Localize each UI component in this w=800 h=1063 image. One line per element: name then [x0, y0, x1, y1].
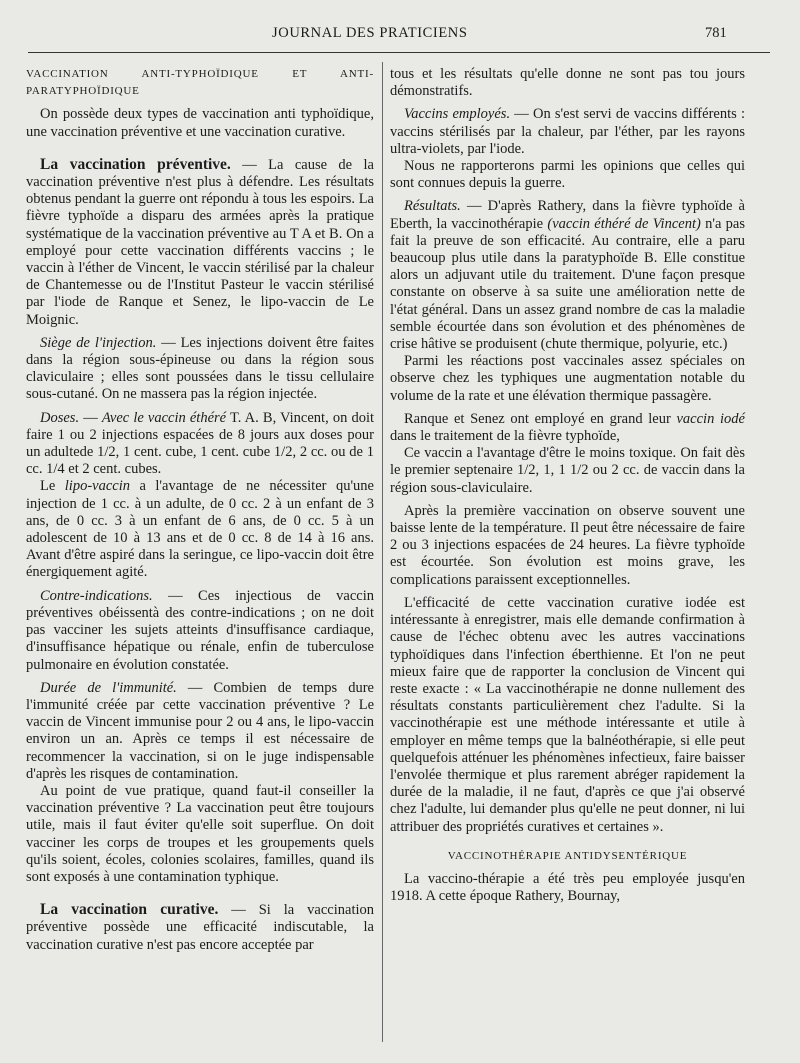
contra-text: — Ces injectious de vaccin préventives obéissentà des contre-indications ; on ne doit pas vacciner les sujets atteints d'insuffisance cardiaque, d'insuffisance hépatique ou rénale, enfin de tuberculose pulmonaire en évolution constatée.: [26, 587, 374, 673]
doses-paragraph: [26, 410, 374, 479]
ranque-text-1: Ranque et Senez ont employé en grand leur: [404, 410, 677, 427]
doses-text: T. A. B, Vincent, on doit faire 1 ou 2 injections espacées de 8 jours aux doses pour un adultede 1/2, 1 cent. cube, 1 cent. cube 1/2, 2 cc. ou de 1 cc. 1/4 et 2 cent. cubes.: [26, 409, 375, 478]
doses-dash: —: [79, 409, 102, 426]
vaccines-used-paragraph: [390, 106, 745, 158]
practical-paragraph: Au point de vue pratique, quand faut-il conseiller la vaccination préventive ? La vaccination peut être toujours utile, mais il faut éviter qu'elle soit superflue. On doit vacciner les corps de troupes et les groupements quels qu'ils soient, écoles, colonies scolaires, familles, quand ils sont exposés à une contamination typhique.: [26, 782, 374, 885]
injection-site-text: — Les injections doivent être faites dans la région sous-épineuse ou dans la région sous claviculaire ; elles sont poussées dans le tissu cellulaire sous-cutané. On ne massera pas la région injectée.: [26, 334, 375, 403]
lipo-term: lipo-vaccin: [64, 478, 130, 495]
contra-paragraph: [26, 588, 374, 674]
page-number: 781: [705, 25, 727, 41]
preventive-text: — La cause de la vaccination préventive n'est plus à défendre. Les résultats obtenus pendant la guerre ont répondu à tous les espoirs. La fièvre typhoïde a disparu des armées après la pratique systématique de la vaccination préventive au T A et B. On a employé pour cette vaccination différents vaccins ; le vaccin à l'éther de Vincent, le vaccin stérilisé par la chaleur de Chantemesse ou de l'Institut Pasteur le vaccin stérilisé par l'iode de Ranque et Senez, le lipo-vaccin de Le Moignic.: [26, 156, 374, 328]
results-italic: (vaccin éthéré de Vincent): [547, 215, 701, 232]
immunity-paragraph: [26, 680, 374, 783]
opinions-paragraph: Nous ne rapporterons parmi les opinions que celles qui sont connues depuis la guerre.: [390, 158, 745, 192]
section-title-dysentery: VACCINOTHÉRAPIE ANTIDYSENTÉRIQUE: [447, 849, 688, 862]
intro-paragraph: On possède deux types de vaccination anti typhoïdique, une vaccination préventive et une vaccination curative.: [26, 106, 374, 140]
results-text-1: — D'après Rathery, dans la fièvre typhoïde à Eberth, la vaccinothérapie: [390, 198, 745, 232]
ranque-detail-paragraph: Ce vaccin a l'avantage d'être le moins toxique. On fait dès le premier septenaire 1/2, 1, 1 1/2 ou 2 cc. de vaccin dans la région sous-claviculaire.: [390, 445, 745, 496]
lipo-paragraph: [26, 478, 374, 581]
results-heading: Résultats.: [404, 198, 461, 215]
immunity-text: — Combien de temps dure l'immunité créée par cette vaccination préventive ? Le vaccin de Vincent immunise pour 2 ou 4 ans, le lipo-vaccin environ un an. Après ce temps il est nécessaire de recommencer la vaccination, si on le juge indispensable d'après les risques de contamination.: [26, 679, 374, 782]
continuation-paragraph: tous et les résultats qu'elle donne ne sont pas tou jours démonstratifs.: [390, 66, 745, 100]
section-title-typhoid: VACCINATION ANTI-TYPHOÏDIQUE ET ANTI-PARATYPHOÏDIQUE: [26, 68, 374, 98]
results-paragraph: [390, 198, 745, 353]
vaccines-used-text: — On s'est servi de vaccins différents : vaccins stérilisés par la chaleur, par l'éther, par les rayons ultra-violets, par l'iode.: [390, 106, 745, 157]
reactions-paragraph: Parmi les réactions post vaccinales assez spéciales on observe chez les typhiques une augmentation notable du volume de la rate et une élévation thermique passagère.: [390, 353, 745, 404]
curative-paragraph: [26, 901, 374, 954]
curative-text: — Si la vaccination préventive possède une efficacité indiscutable, la vaccination curative n'est pas encore acceptée par: [26, 902, 375, 953]
journal-title: JOURNAL DES PRATICIENS: [272, 25, 468, 41]
right-column: [390, 66, 745, 905]
injection-site-paragraph: [26, 335, 374, 404]
ranque-text-2: dans le traitement de la fièvre typhoïde,: [390, 428, 620, 445]
curative-heading: La vaccination curative.: [40, 901, 219, 919]
vaccines-used-heading: Vaccins employés.: [404, 106, 511, 123]
results-text-2: n'a pas fait la preuve de son efficacité. Au contraire, elle a paru beaucoup plus utile dans la paratyphoïde B. Elle constitue alors un adjuvant utile du traitement. D'une façon presque constante on observe à sa suite une amélioration nette de l'état général. Dans un assez grand nombre de cas la maladie semble écourtée dans son évolution et des phénomènes de crise hâtive se produisent (chute thermique, polyurie, etc.): [390, 215, 745, 353]
doses-subheading: Avec le vaccin éthéré: [101, 409, 227, 426]
dysentery-paragraph: La vaccino-thérapie a été très peu employée jusqu'en 1918. A cette époque Rathery, Bournay,: [390, 870, 745, 905]
injection-site-heading: Siège de l'injection.: [40, 334, 157, 351]
left-column: [26, 66, 374, 954]
lipo-text: a l'avantage de ne nécessiter qu'une injection de 1 cc. à un adulte, de 0 cc. 2 à un enfant de 3 ans, de 0 cc. 3 à un enfant de 6 ans, de 0 cc. 5 à un adolescent de 10 à 13 ans et de 0 cc. 8 de 14 à 16 ans. Avant d'être aspiré dans la seringue, ce lipo-vaccin doit être énergiquement agité.: [26, 478, 374, 581]
lipo-prefix: Le: [40, 478, 65, 495]
ranque-italic: vaccin iodé: [676, 410, 745, 427]
after-first-paragraph: Après la première vaccination on observe souvent une baisse lente de la température. Il peut être nécessaire de faire 2 ou 3 injections espacées de 24 heures. La fièvre typhoïde est écourtée. Son évolution est moins grave, les complications paraissent exceptionnelles.: [390, 502, 745, 588]
preventive-heading: La vaccination préventive.: [40, 155, 231, 173]
column-divider: [382, 62, 383, 1042]
preventive-paragraph: [26, 156, 374, 329]
ranque-paragraph: [390, 411, 745, 445]
doses-heading: Doses.: [40, 409, 80, 426]
contra-heading: Contre-indications.: [40, 587, 153, 604]
header-rule: [28, 52, 770, 53]
immunity-heading: Durée de l'immunité.: [40, 679, 177, 696]
efficacy-paragraph: L'efficacité de cette vaccination curative iodée est intéressante à enregistrer, mais elle demande confirmation à cause de l'échec obtenu avec les autres vaccinations typhoïdiques dans l'infection éberthienne. Et l'on ne peut mieux faire que de rapporter la conclusion de Vincent qui reste exacte : « La vaccinothérapie ne donne nullement des résultats constants particulièrement chez l'adulte. Si la vaccinothérapie est une méthode intéressante et utile à employer en même temps que la balnéothérapie, si elle peut quelquefois atténuer les phénomènes infectieux, faire baisser l'envolée thermique et plus rarement abréger rapidement la durée de la maladie, il ne faut, d'après ce que j'ai observé chez l'adulte, lui demander plus qu'elle ne peut donner, ni lui attribuer des propriétés curatives et certaines ».: [390, 594, 745, 835]
